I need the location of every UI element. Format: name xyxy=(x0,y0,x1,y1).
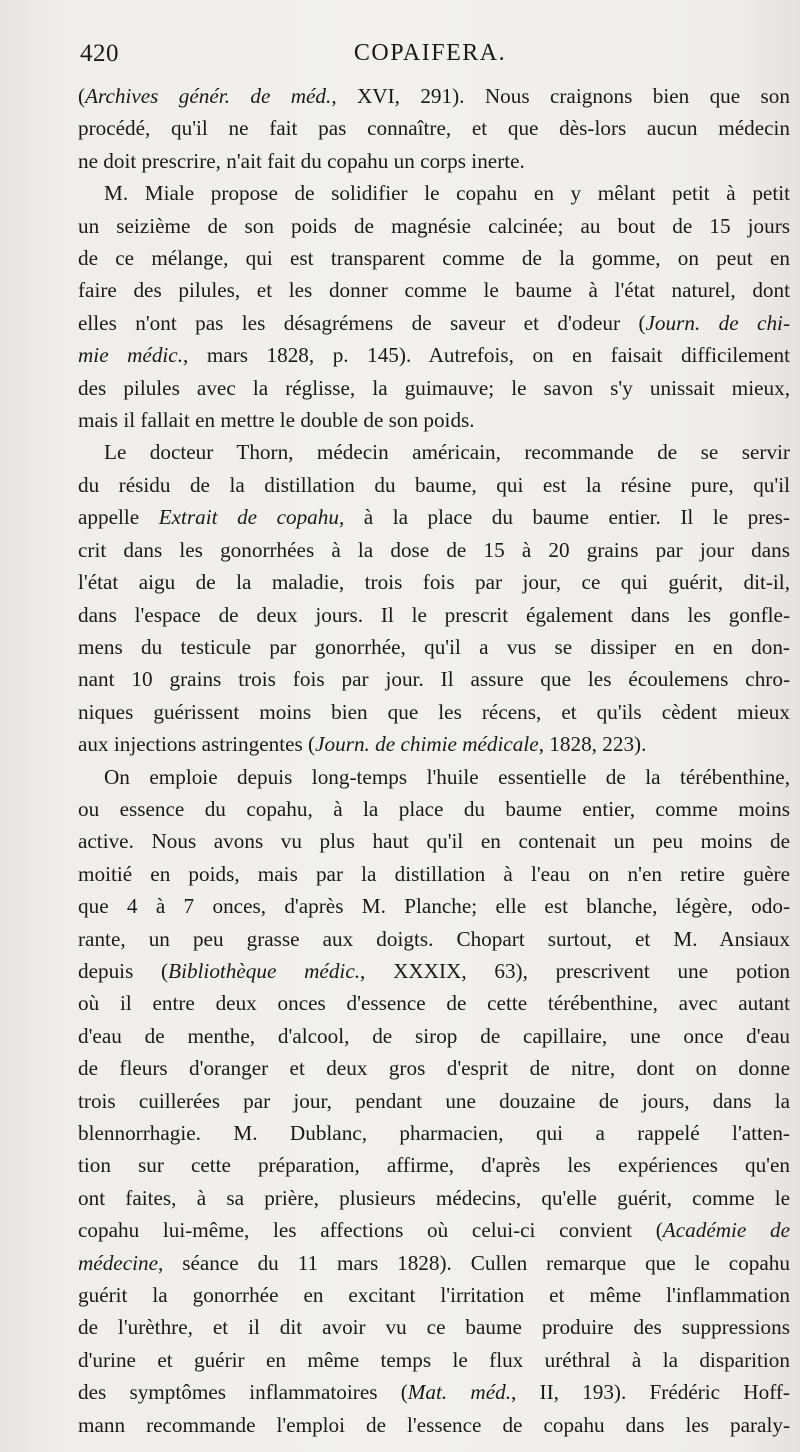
text-line xyxy=(78,923,790,955)
text-line xyxy=(78,1279,790,1311)
text-run: copahu lui-même, les affections où celui-ci convient ( xyxy=(78,1218,663,1243)
italic-run: Bibliothèque médic. xyxy=(168,958,361,983)
text-run: procédé, qu'il ne fait pas connaître, et que dès-lors aucun médecin xyxy=(78,116,790,141)
text-line xyxy=(78,1052,790,1084)
text-line xyxy=(78,242,790,274)
paragraph xyxy=(78,761,790,1442)
text-run: ont faites, à sa prière, plusieurs médecins, qu'elle guérit, comme le xyxy=(78,1185,790,1210)
text-run: , 1828, 223). xyxy=(538,732,647,757)
text-run: que 4 à 7 onces, d'après M. Planche; elle est blanche, légère, odo- xyxy=(78,894,790,919)
text-line xyxy=(78,728,790,760)
italic-run: médecine xyxy=(78,1250,158,1275)
text-run: niques guérissent moins bien que les récens, et qu'ils cèdent mieux xyxy=(78,699,790,724)
text-line xyxy=(78,1247,790,1279)
text-line xyxy=(78,112,790,144)
text-line xyxy=(78,307,790,339)
page-number: 420 xyxy=(80,40,119,67)
text-run: , séance du 11 mars 1828). Cullen remarque que le copahu xyxy=(158,1250,790,1275)
text-line xyxy=(78,404,790,436)
text-run: de l'urèthre, et il dit avoir vu ce baume produire des suppressions xyxy=(78,1315,790,1340)
text-line xyxy=(78,599,790,631)
text-run: , mars 1828, p. 145). Autrefois, on en faisait difficilement xyxy=(183,343,790,368)
text-line xyxy=(78,890,790,922)
text-run: un seizième de son poids de magnésie calcinée; au bout de 15 jours xyxy=(78,213,790,238)
text-run: depuis ( xyxy=(78,958,169,983)
text-run: elles n'ont pas les désagrémens de saveur et d'odeur ( xyxy=(78,310,646,335)
text-run: blennorrhagie. M. Dublanc, pharmacien, qui a rappelé l'atten- xyxy=(78,1121,790,1145)
text-line xyxy=(78,1149,790,1181)
text-line xyxy=(78,534,790,566)
text-line xyxy=(78,761,790,793)
italic-run: Extrait de copahu xyxy=(158,505,339,530)
text-run: d'urine et guérir en même temps le flux uréthral à la disparition xyxy=(78,1347,790,1372)
body-text xyxy=(78,80,790,1441)
text-line xyxy=(78,1311,790,1343)
running-title: COPAIFERA. xyxy=(353,40,507,66)
text-run: moitié en poids, mais par la distillation à l'eau on n'en retire guère xyxy=(78,861,790,886)
text-line xyxy=(78,274,790,306)
text-run: ne doit prescrire, n'ait fait du copahu un corps inerte. xyxy=(78,148,525,173)
italic-run: mie médic. xyxy=(78,343,183,368)
text-line xyxy=(78,1020,790,1052)
paragraph xyxy=(78,177,790,436)
italic-run: Archives génér. de méd. xyxy=(85,84,332,108)
text-line xyxy=(78,1085,790,1117)
text-line xyxy=(78,696,790,728)
text-run: , XXXIX, 63), prescrivent une potion xyxy=(360,958,791,983)
text-line xyxy=(78,339,790,371)
text-run: ( xyxy=(78,84,86,108)
text-run: On emploie depuis long-temps l'huile essentielle de la térébenthine, xyxy=(104,764,790,789)
text-run: du résidu de la distillation du baume, qui est la résine pure, qu'il xyxy=(78,472,790,497)
text-run: rante, un peu grasse aux doigts. Chopart surtout, et M. Ansiaux xyxy=(78,926,790,951)
text-line xyxy=(78,793,790,825)
text-line xyxy=(78,80,790,112)
text-run: l'état aigu de la maladie, trois fois par jour, ce qui guérit, dit-il, xyxy=(78,570,790,595)
text-run: dans l'espace de deux jours. Il le prescrit également dans les gonfle- xyxy=(78,602,790,627)
text-run: des pilules avec la réglisse, la guimauve; le savon s'y unissait mieux, xyxy=(78,375,790,400)
text-run: d'eau de menthe, d'alcool, de sirop de capillaire, une once d'eau xyxy=(78,1023,790,1048)
text-line xyxy=(78,1376,790,1408)
text-run: de fleurs d'oranger et deux gros d'esprit de nitre, dont on donne xyxy=(78,1056,790,1081)
text-run: de ce mélange, qui est transparent comme de la gomme, on peut en xyxy=(78,246,790,271)
text-line xyxy=(78,1117,790,1149)
text-line xyxy=(78,1409,790,1441)
text-run: où il entre deux onces d'essence de cette térébenthine, avec autant xyxy=(78,991,790,1016)
text-line xyxy=(78,177,790,209)
text-line xyxy=(78,501,790,533)
text-run: active. Nous avons vu plus haut qu'il en contenait un peu moins de xyxy=(78,829,790,854)
text-line xyxy=(78,1214,790,1246)
text-run: guérit la gonorrhée en excitant l'irritation et même l'inflammation xyxy=(78,1283,790,1308)
text-line xyxy=(78,1182,790,1214)
text-line xyxy=(78,436,790,468)
text-run: des symptômes inflammatoires ( xyxy=(78,1380,408,1405)
text-run: crit dans les gonorrhées à la dose de 15 à 20 grains par jour dans xyxy=(78,537,790,562)
text-line xyxy=(78,210,790,242)
text-run: trois cuillerées par jour, pendant une douzaine de jours, dans la xyxy=(78,1088,790,1113)
italic-run: Mat. méd. xyxy=(407,1380,511,1405)
text-line xyxy=(78,469,790,501)
text-line xyxy=(78,631,790,663)
text-run: mann recommande l'emploi de l'essence de copahu dans les paraly- xyxy=(78,1412,790,1437)
text-run: Le docteur Thorn, médecin américain, recommande de se servir xyxy=(104,440,790,465)
italic-run: Journ. de chi- xyxy=(645,310,791,335)
text-run: M. Miale propose de solidifier le copahu en y mêlant petit à petit xyxy=(104,181,790,206)
text-line xyxy=(78,858,790,890)
text-run: nant 10 grains trois fois par jour. Il assure que les écoulemens chro- xyxy=(78,667,790,692)
text-run: appelle xyxy=(78,505,159,530)
text-run: faire des pilules, et les donner comme le baume à l'état naturel, dont xyxy=(78,278,790,303)
text-run: , XVI, 291). Nous craignons bien que son xyxy=(331,84,790,108)
text-run: mais il fallait en mettre le double de son poids. xyxy=(78,408,475,433)
italic-run: Journ. de chimie médicale xyxy=(315,732,539,757)
text-run: aux injections astringentes ( xyxy=(78,732,316,757)
text-line xyxy=(78,663,790,695)
italic-run: Académie de xyxy=(662,1218,790,1243)
text-run: mens du testicule par gonorrhée, qu'il a vus se dissiper en en don- xyxy=(78,634,790,659)
text-run: ou essence du copahu, à la place du baume entier, comme moins xyxy=(78,796,790,821)
text-line xyxy=(78,825,790,857)
text-line xyxy=(78,566,790,598)
text-run: , à la place du baume entier. Il le pres- xyxy=(338,505,790,530)
text-run: tion sur cette préparation, affirme, d'après les expériences qu'en xyxy=(78,1153,790,1178)
text-line xyxy=(78,987,790,1019)
text-line xyxy=(78,1344,790,1376)
text-line xyxy=(78,955,790,987)
page-header xyxy=(80,40,780,76)
paragraph xyxy=(78,436,790,760)
text-run: , II, 193). Frédéric Hoff- xyxy=(511,1380,790,1405)
paragraph xyxy=(78,80,790,177)
text-line xyxy=(78,372,790,404)
text-line xyxy=(78,145,790,177)
